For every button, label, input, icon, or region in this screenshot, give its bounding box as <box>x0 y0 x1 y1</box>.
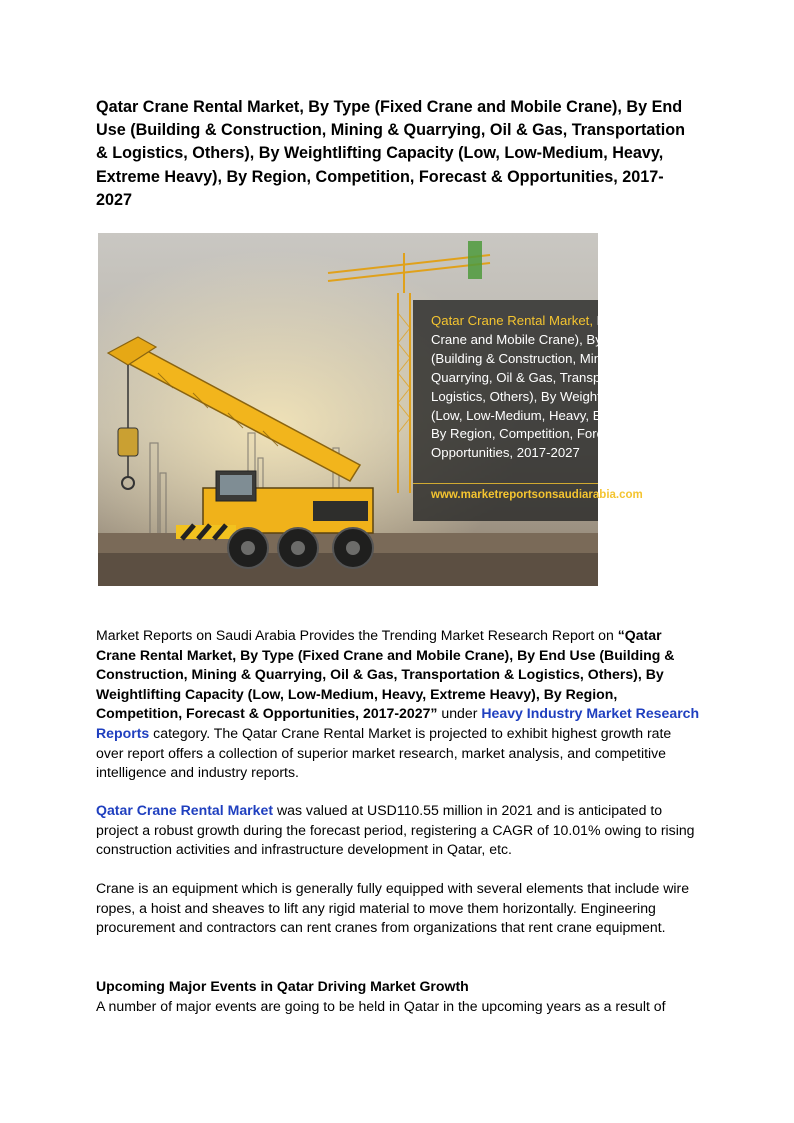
report-title-quote: “Qatar Crane Rental Market, By Type (Fixed Crane and Mobile Crane), By End Use (Building & Construction, Mining & Quarrying, Oil & Gas, Transportation & Logistics, Others), By Weightlifting Capacity (Low, Low-Medium, Heavy, Extreme Heavy), By Region, Competition, Forecast & Opportunities, 2017-2027” <box>96 627 675 722</box>
banner-overlay <box>413 300 691 521</box>
crane-definition-paragraph: Crane is an equipment which is generally fully equipped with several elements that include wire ropes, a hoist and sheaves to lift any rigid material to move them horizontally. Engineering procurement and contractors can rent cranes from organizations that rent crane equipment. <box>96 880 690 936</box>
hero-banner-image <box>98 233 691 586</box>
under-text: under <box>437 705 482 722</box>
banner-highlight: Qatar Crane Rental Market, <box>431 313 593 328</box>
events-paragraph: A number of major events are going to be held in Qatar in the upcoming years as a result of <box>96 998 666 1014</box>
section-heading: Upcoming Major Events in Qatar Driving Market Growth <box>96 978 469 994</box>
intro-text: Market Reports on Saudi Arabia Provides the Trending Market Research Report on <box>96 627 618 643</box>
report-title: Qatar Crane Rental Market, By Type (Fixed Crane and Mobile Crane), By End Use (Building & Construction, Mining & Quarrying, Oil & Gas, Transportation & Logistics, Others), By Weightlifting Capacity (Low, Low-Medium, Heavy, Extreme Heavy), By Region, Competition, Forecast & Opportunities, 2017-2027 <box>96 98 686 209</box>
banner-divider <box>413 483 598 484</box>
intro-rest-text: category. The Qatar Crane Rental Market is projected to exhibit highest growth rate over report offers a collection of superior market research, market analysis, and competitive intelligence and industry reports. <box>96 724 672 781</box>
banner-url: www.marketreportsonsaudiarabia.com <box>431 489 643 501</box>
banner-description: By Type (Fixed Crane and Mobile Crane), By End Use (Building & Construction, Mining & Quarrying, Oil & Gas, Transportation & Logistics, Others), By Weightlifting Capacity (Low, Low-Medium, Heavy, Extreme Heavy), By Region, Competition, Forecast & Opportunities, 2017-2027 <box>431 313 691 461</box>
market-value-paragraph <box>96 801 702 860</box>
intro-paragraph <box>96 626 702 783</box>
banner-text <box>431 312 691 463</box>
market-link[interactable]: Qatar Crane Rental Market <box>96 802 274 818</box>
market-value-text: was valued at USD110.55 million in 2021 and is anticipated to project a robust growth during the forecast period, registering a CAGR of 10.01% owing to rising construction activities and infrastructure development in Qatar, etc. <box>96 802 695 858</box>
category-link[interactable]: Heavy Industry Market Research Reports <box>96 705 700 741</box>
